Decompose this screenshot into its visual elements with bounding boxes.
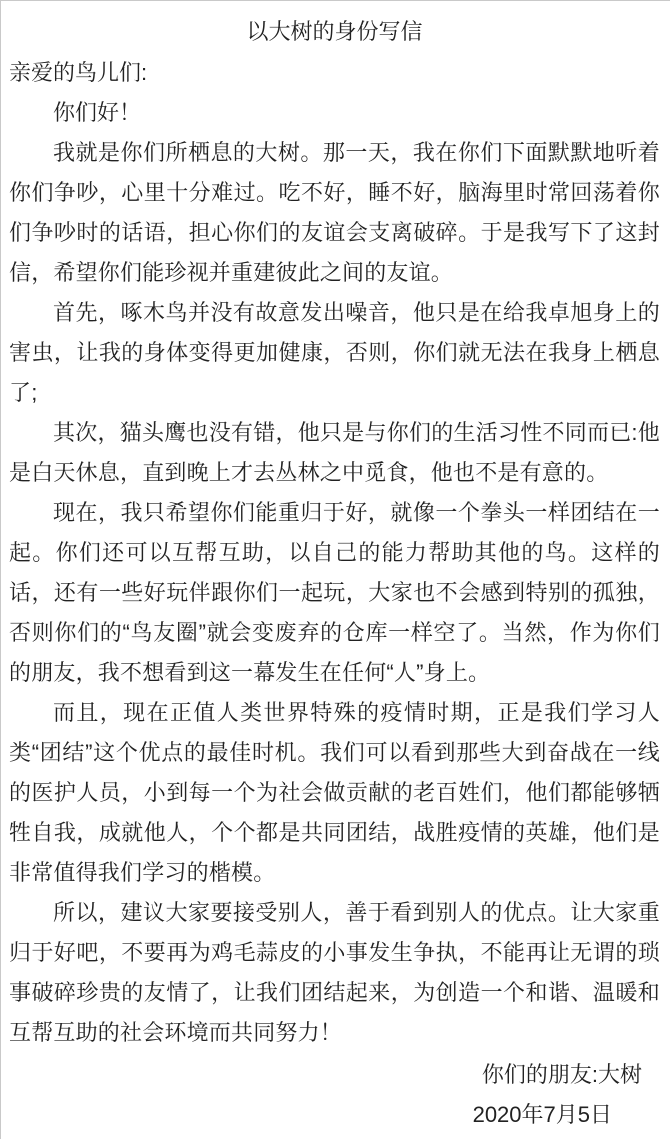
greeting-line: 你们好！ (53, 100, 142, 125)
paragraph-pandemic: 而且，现在正值人类世界特殊的疫情时期，正是我们学习人类“团结”这个优点的最佳时机。我们可以看到那些大到奋战在一线的医护人员，小到每一个为社会做贡献的老百姓们，他们都能够牺牲自我，成就他人，个个都是共同团结，战胜疫情的英雄，他们是非常值得我们学习的楷模。 (9, 700, 660, 885)
paragraph-conclusion: 所以，建议大家要接受别人，善于看到别人的优点。让大家重归于好吧，不要再为鸡毛蒜皮的小事发生争执，不能再让无谓的琐事破碎珍贵的友情了，让我们团结起来，为创造一个和谐、温暖和互帮互助的社会环境而共同努力！ (9, 900, 660, 1045)
salutation-line: 亲爱的鸟儿们: (9, 60, 148, 85)
paragraph-unity: 现在，我只希望你们能重归于好，就像一个拳头一样团结在一起。你们还可以互帮互助，以自己的能力帮助其他的鸟。这样的话，还有一些好玩伴跟你们一起玩，大家也不会感到特别的孤独，否则你们的“鸟友圈”就会变废弃的仓库一样空了。当然，作为你们的朋友，我不想看到这一幕发生在任何“人”身上。 (9, 500, 660, 685)
letter-title: 以大树的身份写信 (246, 19, 423, 44)
signature-line: 你们的朋友:大树 (481, 1062, 642, 1087)
paragraph-owl: 其次，猫头鹰也没有错，他只是与你们的生活习性不同而已:他是白天休息，直到晚上才去丛林之中觅食，他也不是有意的。 (9, 420, 660, 485)
date-line: 2020年7月5日 (472, 1102, 612, 1127)
paragraph-woodpecker: 首先，啄木鸟并没有故意发出噪音，他只是在给我卓旭身上的害虫，让我的身体变得更加健康，否则，你们就无法在我身上栖息了; (9, 300, 660, 405)
paragraph-intro: 我就是你们所栖息的大树。那一天，我在你们下面默默地听着你们争吵，心里十分难过。吃不好，睡不好，脑海里时常回荡着你们争吵时的话语，担心你们的友谊会支离破碎。于是我写下了这封信，希望你们能珍视并重建彼此之间的友谊。 (9, 140, 660, 285)
